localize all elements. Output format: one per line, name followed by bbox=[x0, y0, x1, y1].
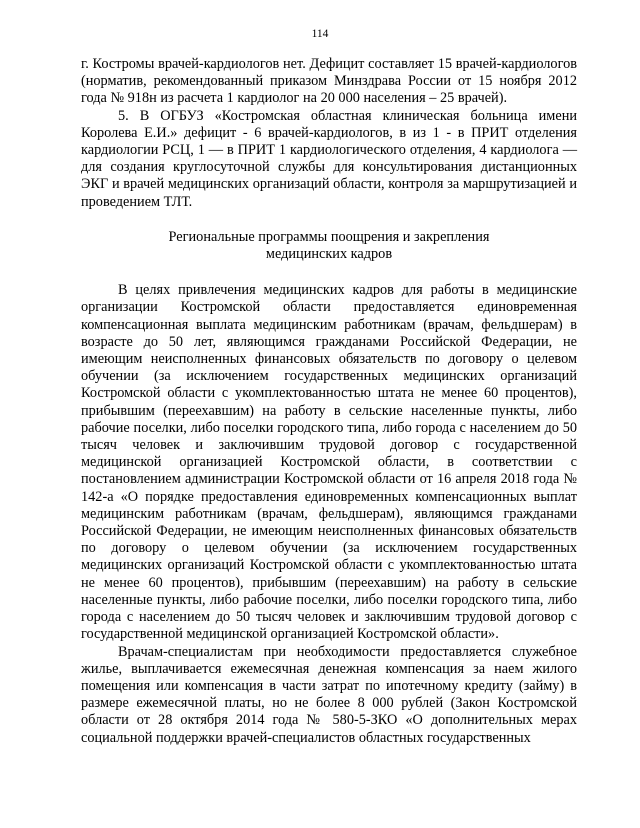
document-body bbox=[81, 56, 577, 747]
page-number: 114 bbox=[311, 28, 329, 40]
section-heading bbox=[81, 229, 577, 263]
section-heading-line-1: Региональные программы поощрения и закрепления bbox=[168, 228, 490, 245]
paragraph-deficit-kostroma: г. Костромы врачей-кардиологов нет. Дефицит составляет 15 врачей-кардиологов (норматив, рекомендованный приказом Минздрава России от 15 ноября 2012 года № 918н из расчета 1 кардиолог на 20 000 населения – 25 врачей). bbox=[81, 56, 577, 107]
paragraph-housing-support: Врачам-специалистам при необходимости предоставляется служебное жилье, выплачивается ежемесячная денежная компенсация за наем жилого помещения или компенсация в части затрат по ипотечному кредиту (займу) в размере ежемесячной платы, но не более 8 000 рублей (Закон Костромской области от 28 октября 2014 года № 580-5-ЗКО «О дополнительных мерах социальной поддержки врачей-специалистов областных государственных bbox=[81, 643, 577, 746]
paragraph-compensation-payment: В целях привлечения медицинских кадров для работы в медицинские организации Костромской области предоставляется единовременная компенсационная выплата медицинским работникам (врачам, фельдшерам) в возрасте до 50 лет, являющимся гражданами Российской Федерации, не имеющим неисполненных финансовых обязательств по договору о целевом обучении (за исключением государственных медицинских организаций Костромской области с укомплектованностью штата не менее 60 процентов), прибывшим (переехавшим) на работу в сельские населенные пункты, либо рабочие поселки, либо поселки городского типа, либо города с населением до 50 тысяч человек и заключившим трудовой договор с государственной медицинской организацией Костромской области, в соответствии с постановлением администрации Костромской области от 16 апреля 2018 года № 142-а «О порядке предоставления единовременных компенсационных выплат медицинским работникам (врачам, фельдшерам), являющимся гражданами Российской Федерации, не имеющим неисполненных финансовых обязательств по договору о целевом обучении (за исключением государственных медицинских организаций Костромской области с укомплектованностью штата не менее 60 процентов), прибывшим (переехавшим) на работу в сельские населенные пункты, либо рабочие поселки, либо поселки городского типа, либо города с населением до 50 тысяч человек и заключившим трудовой договор с государственной медицинской организацией Костромской области». bbox=[81, 282, 577, 643]
section-heading-line-2: медицинских кадров bbox=[265, 246, 393, 263]
paragraph-ogbuz-deficit: 5. В ОГБУЗ «Костромская областная клиническая больница имени Королева Е.И.» дефицит - 6 врачей-кардиологов, в из 1 - в ПРИТ отделения кардиологии РСЦ, 1 — в ПРИТ 1 кардиологического отделения, 4 кардиолога — для создания круглосуточной службы для консультирования дистанционных ЭКГ и врачей медицинских организаций области, контроля за маршрутизацией и проведением ТЛТ. bbox=[81, 107, 577, 210]
